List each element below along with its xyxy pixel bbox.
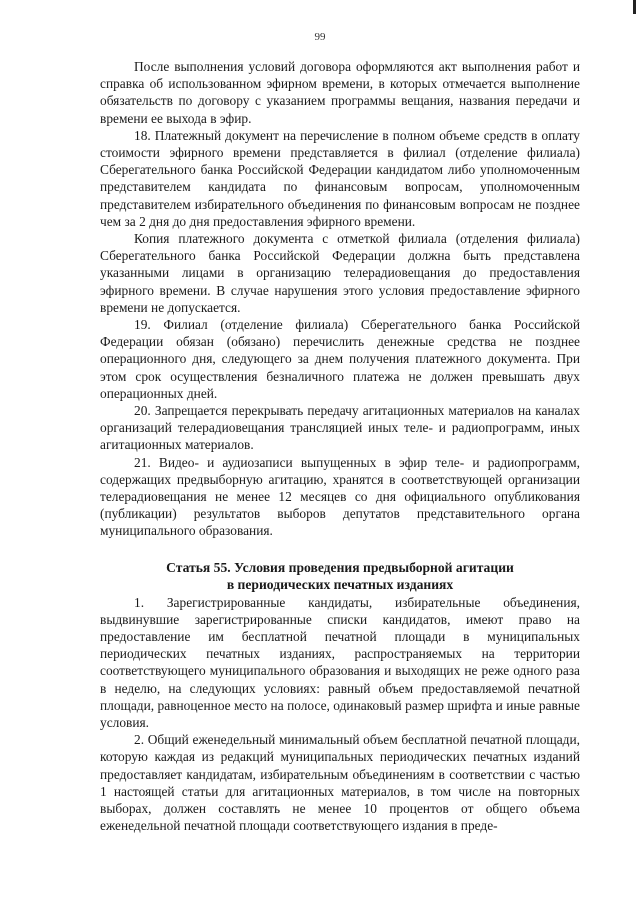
paragraph-clause-20: 20. Запрещается перекрывать передачу агитационных материалов на каналах организаций телерадиовещания трансляцией иных теле- и радиопрограмм, иных агитационных материалов. (100, 403, 580, 453)
paragraph-article-55-part-2: 2. Общий еженедельный минимальный объем бесплатной печатной площади, которую каждая из редакций муниципальных периодических печатных изданий предоставляет кандидатам, избирательным объединениям в соответствии с частью 1 настоящей статьи для агитационных материалов, в том числе на повторных выборах, должен составлять не менее 10 процентов от общего объема еженедельной печатной площади соответствующего издания в преде- (100, 732, 580, 834)
scan-edge-mark (633, 0, 636, 14)
paragraph-payment-copy: Копия платежного документа с отметкой филиала (отделения филиала) Сберегательного банка Российской Федерации должна быть представлена указанными лицами в организацию телерадиовещания до предоставления эфирного времени. В случае нарушения этого условия предоставление эфирного времени не допускается. (100, 231, 580, 315)
paragraph-clause-19: 19. Филиал (отделение филиала) Сберегательного банка Российской Федерации обязан (обязано) перечислить денежные средства не позднее операционного дня, следующего за днем получения платежного документа. При этом срок осуществления безналичного платежа не должен превышать двух операционных дней. (100, 317, 580, 401)
paragraph-act-of-completion: После выполнения условий договора оформляются акт выполнения работ и справка об использованном эфирном времени, в которых отмечается выполнение обязательств по договору с указанием программы вещания, названия передачи и времени ее выхода в эфир. (100, 59, 580, 126)
page-body (100, 58, 580, 834)
paragraph-clause-18: 18. Платежный документ на перечисление в полном объеме средств в оплату стоимости эфирного времени представляется в филиал (отделение филиала) Сберегательного банка Российской Федерации кандидатом либо уполномоченным представителем кандидата по финансовым вопросам, уполномоченным представителем избирательного объединения по финансовым вопросам не позднее чем за 2 дня до дня предоставления эфирного времени. (100, 127, 580, 229)
paragraph-clause-21: 21. Видео- и аудиозаписи выпущенных в эфир теле- и радиопрограмм, содержащих предвыборную агитацию, хранятся в соответствующей организации телерадиовещания не менее 12 месяцев со дня официального опубликования (публикации) результатов выборов депутатов представительного органа муниципального образования. (100, 454, 580, 539)
page-number: 99 (314, 31, 326, 43)
article-title-line-1: Статья 55. Условия проведения предвыборной агитации (166, 559, 514, 575)
article-title-line-2: в периодических печатных изданиях (226, 577, 454, 593)
article-55-title (100, 559, 580, 594)
paragraph-article-55-part-1: 1. Зарегистрированные кандидаты, избирательные объединения, выдвинувшие зарегистрированные списки кандидатов, имеют право на предоставление им бесплатной печатной площади в муниципальных периодических печатных изданиях, распространяемых на территории соответствующего муниципального образования и выходящих не реже одного раза в неделю, на следующих условиях: равный объем предоставляемой печатной площади, равноценное место на полосе, одинаковый размер шрифта и иные равные условия. (100, 594, 580, 730)
